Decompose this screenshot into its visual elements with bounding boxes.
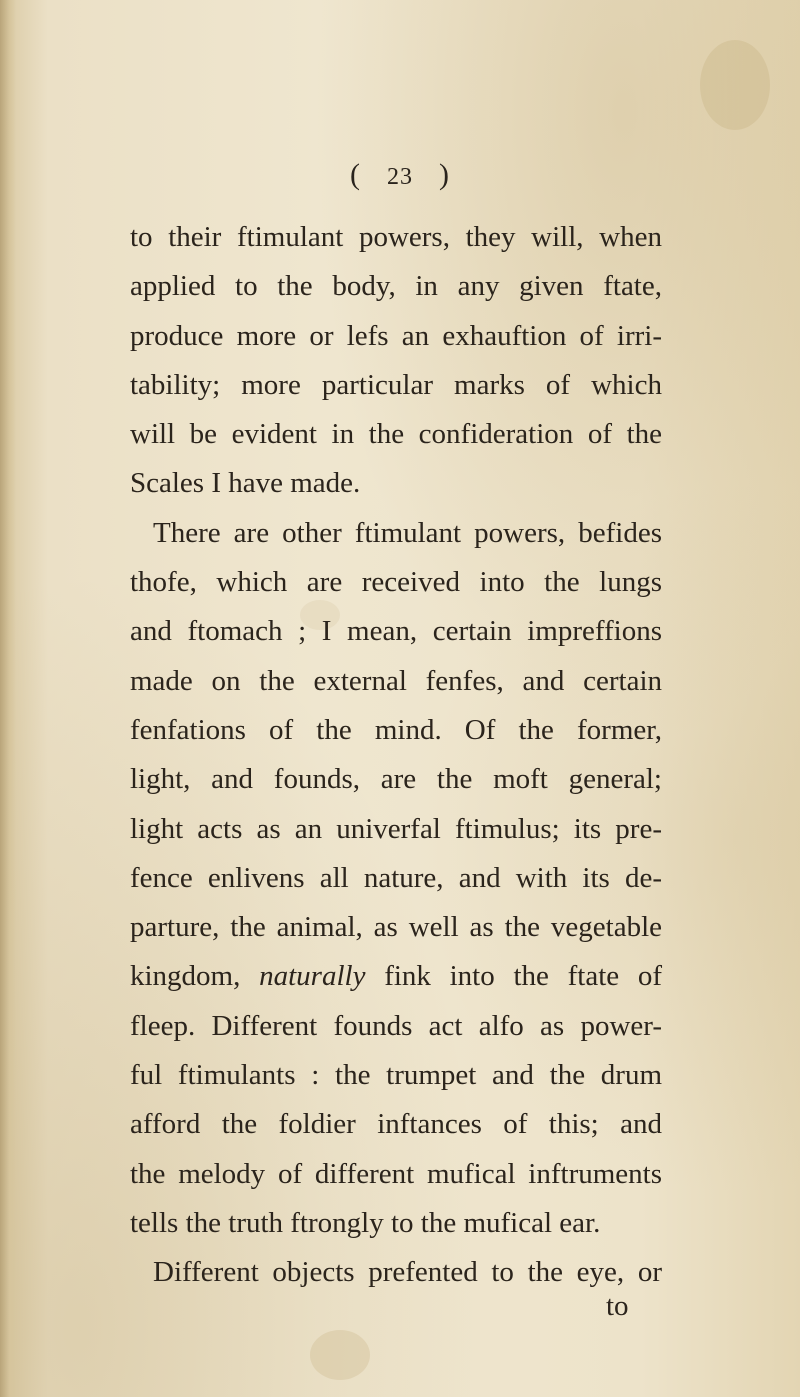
text-line: Different objects prefented to the eye, or	[153, 1256, 662, 1289]
text-segment: fink into the ftate of	[384, 960, 663, 993]
text-segment: kingdom,	[130, 960, 241, 993]
page-gutter-edge	[0, 0, 16, 1397]
text-line: fleep. Different founds act alfo as power-	[130, 1009, 662, 1042]
text-line-mixed	[130, 952, 662, 1001]
paper-stain	[700, 40, 770, 130]
page-number: 23	[387, 164, 413, 190]
text-line: fence enlivens all nature, and with its de-	[130, 861, 662, 894]
header-open-paren: (	[350, 158, 361, 191]
text-line: parture, the animal, as well as the vegetable	[130, 911, 662, 944]
text-line: afford the foldier inftances of this; and	[130, 1108, 662, 1141]
text-line: light acts as an univerfal ftimulus; its pre-	[130, 812, 662, 845]
text-line: Scales I have made.	[130, 467, 361, 500]
text-line: applied to the body, in any given ftate,	[130, 270, 662, 303]
text-line: thofe, which are received into the lungs	[130, 566, 662, 599]
paper-stain	[310, 1330, 370, 1380]
italic-word: naturally	[259, 960, 366, 993]
text-line: to their ftimulant powers, they will, when	[130, 221, 662, 253]
page-number-header	[0, 158, 800, 192]
header-close-paren: )	[439, 158, 450, 191]
text-line: and ftomach ; I mean, certain impreffions	[130, 615, 662, 648]
text-line: made on the external fenfes, and certain	[130, 664, 662, 697]
text-line: There are other ftimulant powers, befides	[153, 516, 662, 549]
text-line: will be evident in the confideration of the	[130, 418, 662, 451]
text-line: tells the truth ftrongly to the mufical ear.	[130, 1206, 601, 1239]
body-text	[130, 213, 662, 1298]
text-line: ful ftimulants : the trumpet and the drum	[130, 1059, 662, 1092]
text-line: produce more or lefs an exhauftion of irri-	[130, 319, 662, 352]
text-line: the melody of different mufical inftruments	[130, 1157, 662, 1190]
text-line: fenfations of the mind. Of the former,	[130, 713, 662, 746]
text-line: tability; more particular marks of which	[130, 368, 662, 401]
text-line: light, and founds, are the moft general;	[130, 763, 662, 796]
catchword: to	[606, 1290, 629, 1322]
